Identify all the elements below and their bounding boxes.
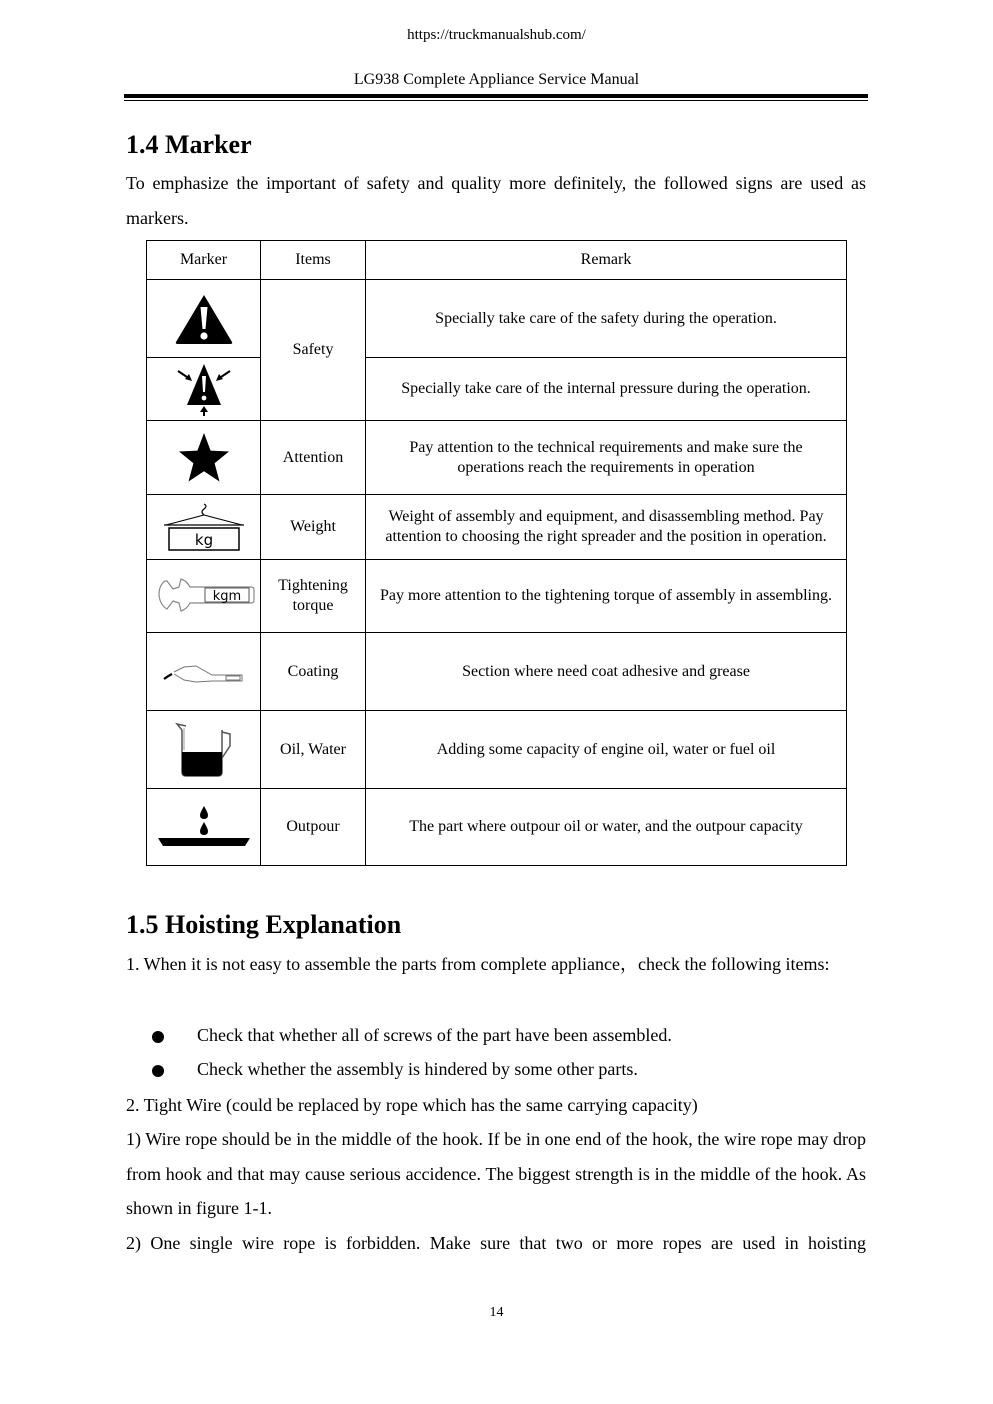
bullet-item: Check that whether all of screws of the part have been assembled. bbox=[197, 1025, 672, 1045]
marker-cell bbox=[147, 495, 261, 560]
marker-cell bbox=[147, 421, 261, 495]
header-items: Items bbox=[261, 241, 366, 280]
items-cell: Safety bbox=[261, 280, 366, 421]
table-row bbox=[147, 633, 847, 711]
wrench-kgm-icon bbox=[157, 573, 255, 619]
remark-cell: Specially take care of the internal pressure during the operation. bbox=[366, 358, 847, 421]
items-cell: Weight bbox=[261, 495, 366, 560]
source-url: https://truckmanualshub.com/ bbox=[407, 27, 586, 43]
remark-cell: Adding some capacity of engine oil, water or fuel oil bbox=[366, 711, 847, 789]
remark-cell: Pay attention to the technical requirements and make sure the operations reach the requirements in operation bbox=[366, 421, 847, 495]
header-rule-thin bbox=[124, 100, 868, 101]
weight-kg-icon bbox=[162, 502, 246, 552]
hoisting-paragraph-3: 1) Wire rope should be in the middle of the hook. If be in one end of the hook, the wire rope may drop from hook and that may cause serious accidence. The biggest strength is in the middle of the hook. As shown in figure 1-1. bbox=[126, 1129, 866, 1218]
svg-text:kgm: kgm bbox=[212, 589, 242, 604]
marker-cell bbox=[147, 560, 261, 633]
table-row bbox=[147, 789, 847, 866]
hoisting-paragraph-2: 2. Tight Wire (could be replaced by rope which has the same carrying capacity) bbox=[126, 1095, 698, 1115]
items-cell: Tightening torque bbox=[261, 560, 366, 633]
running-header: LG938 Complete Appliance Service Manual bbox=[353, 71, 640, 88]
warning-triangle-icon bbox=[174, 293, 234, 345]
marker-cell bbox=[147, 789, 261, 866]
hoisting-paragraph-1: 1. When it is not easy to assemble the parts from complete appliance，check the following items: bbox=[126, 954, 830, 974]
header-remark: Remark bbox=[366, 241, 847, 280]
hoisting-paragraph-4: 2) One single wire rope is forbidden. Make sure that two or more ropes are used in hoisting bbox=[126, 1233, 866, 1253]
items-cell: Attention bbox=[261, 421, 366, 495]
table-row bbox=[147, 421, 847, 495]
section-heading-hoisting: 1.5 Hoisting Explanation bbox=[126, 910, 402, 939]
section-heading-marker: 1.4 Marker bbox=[126, 130, 252, 159]
svg-text:kg: kg bbox=[194, 531, 213, 549]
remark-cell: The part where outpour oil or water, and the outpour capacity bbox=[366, 789, 847, 866]
coating-icon bbox=[162, 657, 246, 687]
table-row bbox=[147, 495, 847, 560]
remark-cell: Section where need coat adhesive and grease bbox=[366, 633, 847, 711]
remark-cell: Weight of assembly and equipment, and disassembling method. Pay attention to choosing the right spreader and the position in operation. bbox=[366, 495, 847, 560]
items-cell: Coating bbox=[261, 633, 366, 711]
table-row bbox=[147, 280, 847, 358]
marker-cell bbox=[147, 358, 261, 421]
header-rule-thick bbox=[124, 94, 868, 98]
marker-table bbox=[146, 240, 847, 866]
items-cell: Outpour bbox=[261, 789, 366, 866]
header-marker: Marker bbox=[147, 241, 261, 280]
internal-pressure-icon bbox=[174, 361, 234, 417]
marker-cell bbox=[147, 711, 261, 789]
table-row bbox=[147, 560, 847, 633]
bullet-item: Check whether the assembly is hindered by some other parts. bbox=[197, 1059, 638, 1079]
marker-intro-paragraph: To emphasize the important of safety and quality more definitely, the followed signs are used as markers. bbox=[126, 173, 866, 228]
table-header-row bbox=[147, 241, 847, 280]
remark-cell: Specially take care of the safety during the operation. bbox=[366, 280, 847, 358]
items-cell: Oil, Water bbox=[261, 711, 366, 789]
table-row bbox=[147, 711, 847, 789]
star-icon bbox=[176, 431, 232, 485]
remark-cell: Pay more attention to the tightening torque of assembly in assembling. bbox=[366, 560, 847, 633]
table-row bbox=[147, 358, 847, 421]
bullet-dot bbox=[152, 1031, 164, 1043]
outpour-drop-icon bbox=[157, 804, 251, 850]
marker-cell bbox=[147, 280, 261, 358]
bullet-dot bbox=[152, 1065, 164, 1077]
marker-cell bbox=[147, 633, 261, 711]
page-number: 14 bbox=[489, 1305, 504, 1320]
oil-jug-icon bbox=[174, 722, 234, 778]
